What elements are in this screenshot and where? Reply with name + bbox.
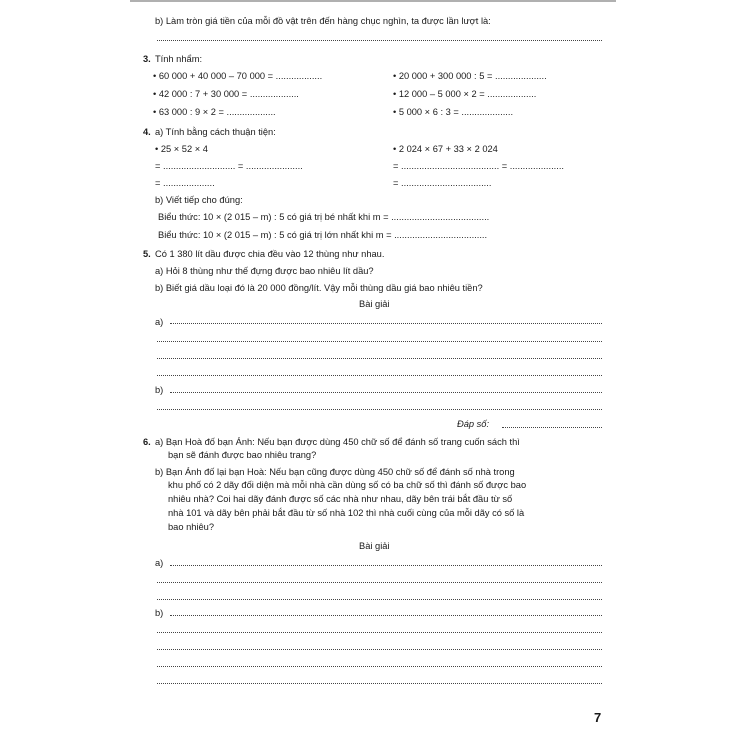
answer-line <box>157 599 602 600</box>
ex5-question-a: a) Hỏi 8 thùng như thế đựng được bao nhiêu lít dầu? <box>155 266 374 276</box>
ex6-number: 6. <box>143 437 151 447</box>
ex4-expr: • 2 024 × 67 + 33 × 2 024 <box>393 144 498 154</box>
ex6-b-text: nhiêu nhà? Coi hai dãy đánh được số các nhà như nhau, dãy bên trái bắt đầu từ số <box>168 494 513 504</box>
ex4-expr: • 25 × 52 × 4 <box>155 144 208 154</box>
part-label: a) <box>155 558 164 568</box>
answer-line <box>502 427 602 428</box>
page-number: 7 <box>594 710 602 725</box>
ex3-item: • 20 000 + 300 000 : 5 = .................... <box>393 71 547 81</box>
answer-line <box>170 615 602 616</box>
ex4-answer-line: = ................................... <box>393 178 492 188</box>
ex4-b-statement: Biểu thức: 10 × (2 015 – m) : 5 có giá trị lớn nhất khi m = .................................... <box>158 230 488 240</box>
part-label: a) <box>155 317 164 327</box>
ex3-item: • 63 000 : 9 × 2 = ................... <box>153 107 276 117</box>
answer-line <box>157 341 602 342</box>
ex5-number: 5. <box>143 249 151 259</box>
ex4-answer-line: = .................... <box>155 178 215 188</box>
ex6-b-text: bao nhiêu? <box>168 522 215 532</box>
ex3-item: • 5 000 × 6 : 3 = .................... <box>393 107 514 117</box>
answer-line <box>157 683 602 684</box>
ex3-item: • 12 000 – 5 000 × 2 = ................... <box>393 89 537 99</box>
answer-line <box>170 392 602 393</box>
answer-line <box>157 409 602 410</box>
answer-line <box>157 358 602 359</box>
ex6-b-text: khu phố có 2 dãy đối diện mà mỗi nhà cần dùng số có ba chữ số thì đánh số được bao <box>168 480 527 490</box>
answer-label: Đáp số: <box>457 419 490 429</box>
ex6-a-text: bạn sẽ đánh được bao nhiêu trang? <box>168 450 317 460</box>
part-label: b) <box>155 608 164 618</box>
answer-line <box>170 323 602 324</box>
ex5-intro: Có 1 380 lít dầu được chia đều vào 12 thùng như nhau. <box>155 249 385 259</box>
ex3-title: Tính nhẩm: <box>155 54 203 64</box>
answer-line <box>157 40 602 41</box>
ex4-answer-line: = ...................................... = ..................... <box>393 161 565 171</box>
answer-line <box>157 632 602 633</box>
answer-line <box>157 582 602 583</box>
ex4-b-title: b) Viết tiếp cho đúng: <box>155 195 243 205</box>
ex6-a-text: a) Bạn Hoà đố bạn Ánh: Nếu bạn được dùng 450 chữ số để đánh số trang cuốn sách thì <box>155 437 520 447</box>
ex6-b-text: b) Bạn Ánh đố lại bạn Hoà: Nếu bạn cũng được dùng 450 chữ số để đánh số nhà trong <box>155 467 515 477</box>
answer-line <box>157 666 602 667</box>
ex4-number: 4. <box>143 127 151 137</box>
solution-title: Bài giải <box>359 541 390 551</box>
answer-line <box>157 649 602 650</box>
ex3-item: • 60 000 + 40 000 – 70 000 = .................. <box>153 71 323 81</box>
answer-line <box>170 565 602 566</box>
answer-line <box>157 375 602 376</box>
solution-title: Bài giải <box>359 299 390 309</box>
ex4-a-title: a) Tính bằng cách thuận tiện: <box>155 127 276 137</box>
part-label: b) <box>155 385 164 395</box>
ex2-b-text: b) Làm tròn giá tiền của mỗi đồ vật trên đến hàng chục nghìn, ta được lần lượt là: <box>155 16 491 26</box>
ex4-b-statement: Biểu thức: 10 × (2 015 – m) : 5 có giá trị bé nhất khi m = ...................................... <box>158 212 490 222</box>
ex4-answer-line: = ............................ = ...................... <box>155 161 303 171</box>
ex3-number: 3. <box>143 54 151 64</box>
ex5-question-b: b) Biết giá dầu loại đó là 20 000 đồng/lít. Vậy mỗi thùng dầu giá bao nhiêu tiền? <box>155 283 483 293</box>
ex3-item: • 42 000 : 7 + 30 000 = ................... <box>153 89 299 99</box>
ex6-b-text: nhà 101 và dãy bên phải bắt đầu từ số nhà 102 thì nhà cuối cùng của mỗi dãy có số là <box>168 508 525 518</box>
top-border <box>130 0 616 2</box>
